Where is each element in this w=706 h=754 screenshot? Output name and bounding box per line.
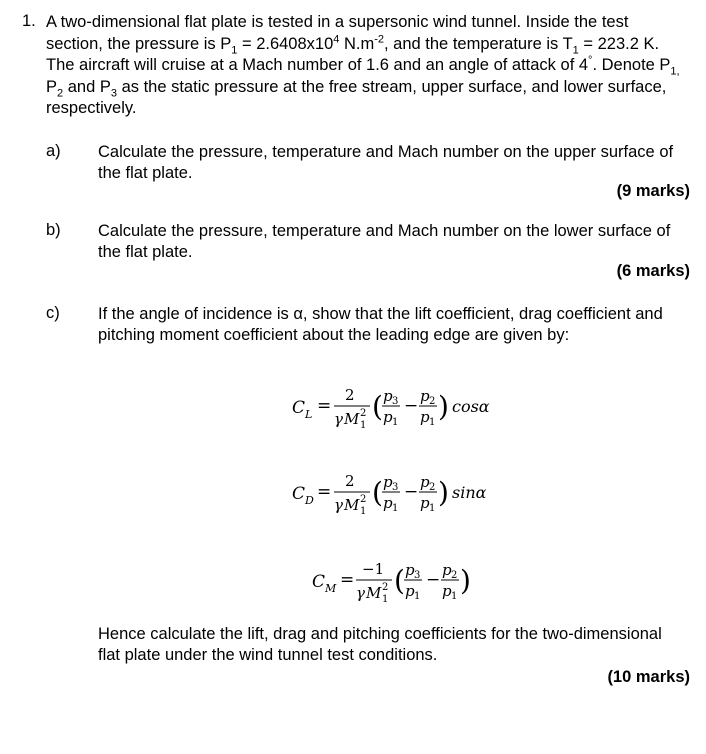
p1-symbol: p	[420, 494, 430, 512]
numerator-two: 2	[345, 386, 355, 404]
d-subscript: D	[305, 494, 314, 507]
equals-sign: =	[340, 570, 355, 590]
minus-sign: −	[426, 570, 441, 590]
p1-subscript: 1	[231, 43, 238, 56]
left-paren: (	[394, 564, 405, 597]
part-b-label: b)	[46, 221, 61, 239]
c-symbol: C	[292, 484, 306, 504]
cos-alpha: cosα	[452, 397, 490, 416]
intro-part: P	[46, 77, 58, 96]
p2-symbol: p	[420, 387, 430, 405]
gamma-symbol: γ	[334, 410, 343, 428]
c-symbol: C	[292, 398, 306, 418]
part-a-text: Calculate the pressure, temperature and Mach number on the upper surface of the flat plate.	[98, 143, 674, 182]
intro-part: as the static pressure at the free stream, upper surface, and lower surface, respectively.	[46, 77, 667, 118]
left-paren: (	[372, 390, 383, 423]
p3-symbol: p	[405, 561, 415, 579]
minus-sign: −	[404, 482, 419, 502]
moment-coefficient-formula	[300, 552, 500, 610]
intro-part: and P	[63, 77, 111, 96]
p1-subscript: 1	[392, 503, 399, 514]
mach-superscript: 2	[360, 494, 367, 505]
p1-symbol: p	[442, 582, 452, 600]
p2-symbol: p	[420, 473, 430, 491]
equals-sign: =	[317, 482, 332, 502]
numerator-neg-one: −1	[362, 560, 385, 578]
m-subscript: M	[325, 582, 337, 595]
intro-part: = 2.6408x10	[237, 34, 334, 53]
p1-symbol: p	[383, 494, 393, 512]
l-subscript: L	[305, 408, 313, 421]
mach-superscript: 2	[360, 408, 367, 419]
part-c-text: If the angle of incidence is α, show that the lift coefficient, drag coefficient and pitching moment coefficient about the leading edge are given by:	[98, 305, 663, 344]
part-c-hence-text: Hence calculate the lift, drag and pitching coefficients for the two-dimensional flat plate under the wind tunnel test conditions.	[98, 625, 662, 664]
part-a-marks: (9 marks)	[616, 182, 690, 200]
mach-subscript: 1	[382, 594, 389, 605]
p-subscript: 3	[110, 87, 117, 100]
question-text	[46, 12, 686, 120]
minus-sign: −	[404, 396, 419, 416]
mach-subscript: 1	[360, 506, 367, 517]
question-number: 1.	[22, 12, 36, 30]
p2-subscript: 2	[451, 570, 458, 581]
exponent: 4	[333, 33, 340, 46]
p1-symbol: p	[420, 408, 430, 426]
p3-symbol: p	[383, 387, 393, 405]
p-subscript: 2	[57, 87, 64, 100]
part-b-text: Calculate the pressure, temperature and Mach number on the lower surface of the flat plate.	[98, 222, 671, 261]
intro-part: N.m	[339, 34, 375, 53]
right-paren: )	[438, 390, 449, 423]
intro-part: A two-dimensional flat plate is tested in a supersonic wind tunnel. Inside the test section, the pressure is P	[46, 13, 629, 53]
part-c-label: c)	[46, 304, 60, 322]
p3-symbol: p	[383, 473, 393, 491]
p2-subscript: 2	[429, 482, 436, 493]
mach-symbol: M	[366, 584, 382, 602]
p1-subscript: 1	[392, 417, 399, 428]
mach-symbol: M	[344, 496, 360, 514]
part-c-marks: (10 marks)	[607, 668, 690, 686]
numerator-two: 2	[345, 472, 355, 490]
c-symbol: C	[312, 572, 326, 592]
drag-coefficient-formula	[280, 464, 520, 522]
lift-coefficient-formula	[280, 378, 520, 436]
gamma-symbol: γ	[334, 496, 343, 514]
mach-superscript: 2	[382, 582, 389, 593]
mach-symbol: M	[344, 410, 360, 428]
p3-subscript: 3	[392, 396, 399, 407]
right-paren: )	[460, 564, 471, 597]
t1-subscript: 1	[572, 43, 579, 56]
p1-subscript: 1	[429, 417, 436, 428]
degree-symbol: °	[588, 54, 593, 67]
right-paren: )	[438, 476, 449, 509]
intro-part: . Denote P	[592, 56, 671, 75]
p1-symbol: p	[383, 408, 393, 426]
exponent: -2	[374, 33, 385, 46]
equals-sign: =	[317, 396, 332, 416]
part-b-marks: (6 marks)	[616, 262, 690, 280]
p2-symbol: p	[442, 561, 452, 579]
p3-subscript: 3	[414, 570, 421, 581]
intro-part: , and the temperature is T	[384, 34, 573, 53]
p1-subscript: 1	[451, 591, 458, 602]
p3-subscript: 3	[392, 482, 399, 493]
part-a-label: a)	[46, 142, 61, 160]
p1-subscript: 1	[414, 591, 421, 602]
p2-subscript: 2	[429, 396, 436, 407]
p-subscript: 1,	[670, 65, 680, 78]
mach-subscript: 1	[360, 420, 367, 431]
p1-subscript: 1	[429, 503, 436, 514]
sin-alpha: sinα	[452, 483, 487, 502]
intro-part: = 223.2 K. The aircraft will cruise at a Mach number of 1.6 and an angle of attack of 4	[46, 34, 660, 75]
left-paren: (	[372, 476, 383, 509]
p1-symbol: p	[405, 582, 415, 600]
gamma-symbol: γ	[356, 584, 365, 602]
